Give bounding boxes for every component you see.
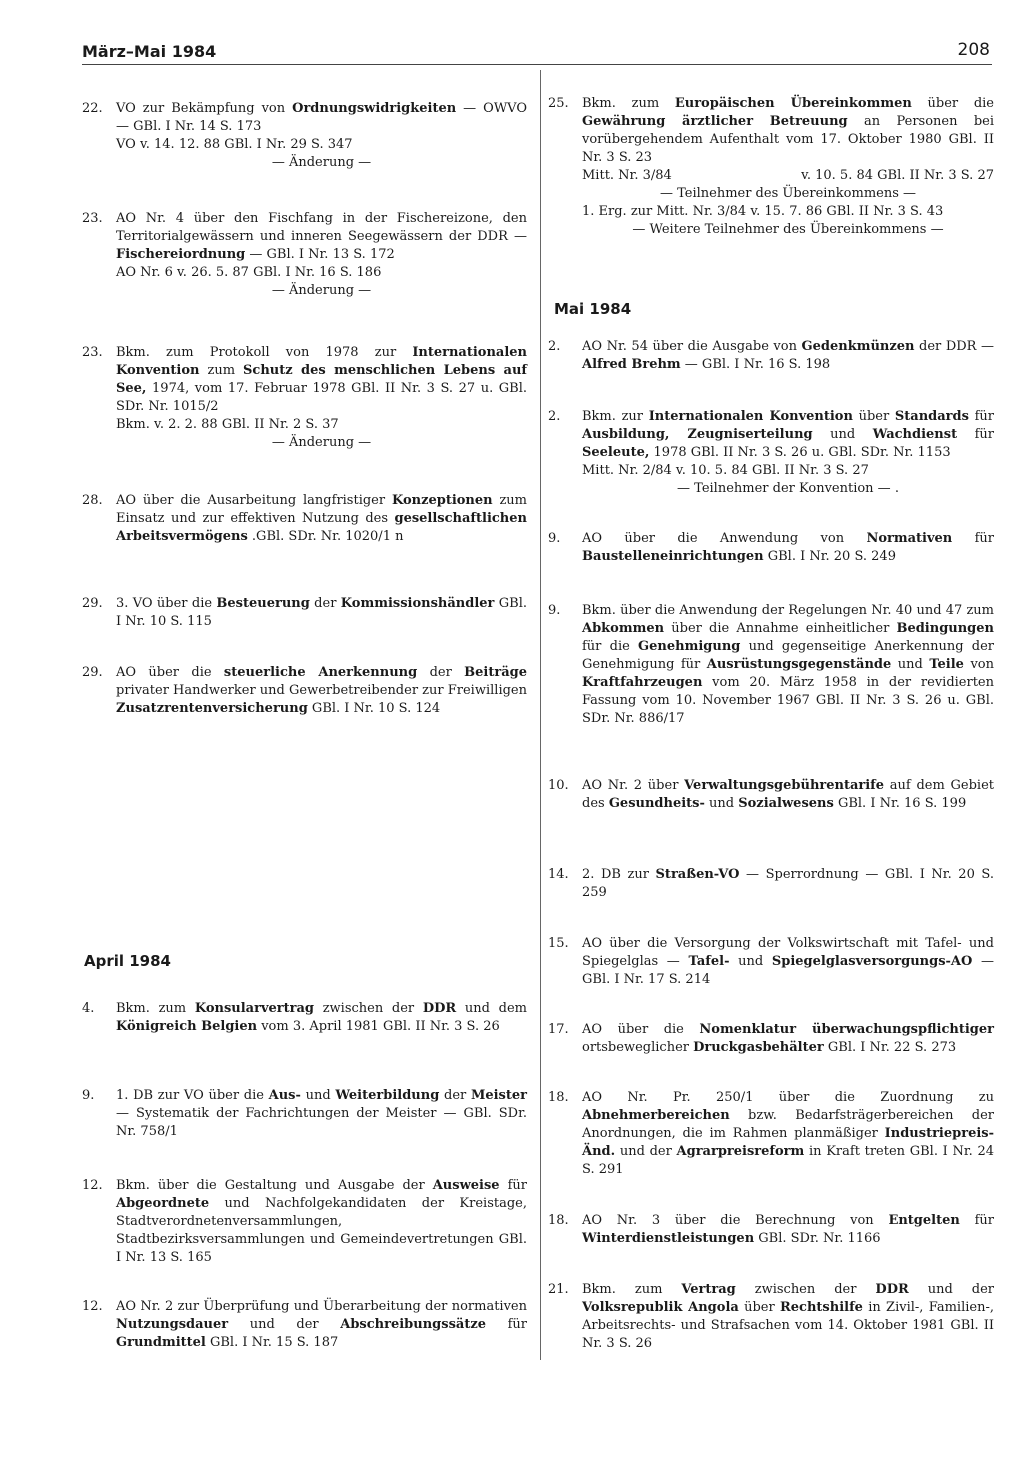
- entry-text: [582, 1089, 994, 1179]
- mai-entry: [548, 1089, 994, 1179]
- entry-body: [116, 100, 527, 172]
- reference-right: v. 10. 5. 84 GBl. II Nr. 3 S. 27: [801, 168, 994, 183]
- entry-text-fragment: Bkm. über die Anwendung der Regelungen Nr. 40 und 47 zum: [582, 603, 994, 618]
- entry-text-fragment: GBl. I Nr. 20 S. 249: [763, 549, 896, 564]
- entry-reference-line: Bkm. v. 2. 2. 88 GBl. II Nr. 2 S. 37: [116, 417, 339, 432]
- left-entry: [82, 100, 527, 172]
- entry-keyword: Entgelten: [888, 1213, 960, 1228]
- entry-number: 9.: [82, 1088, 95, 1103]
- entry-keyword: Weiterbildung: [335, 1088, 440, 1103]
- entry-text-fragment: GBl. I Nr. 10 S. 115: [116, 596, 527, 629]
- entry-note: — Teilnehmer des Übereinkommens —: [659, 186, 917, 201]
- entry-keyword: Gewährung ärztlicher Betreuung: [582, 114, 848, 129]
- entry-keyword: Seeleute,: [582, 445, 650, 460]
- entry-keyword: Nutzungsdauer: [116, 1317, 229, 1332]
- entry-text: [116, 1298, 527, 1352]
- entry-number: 23.: [82, 345, 103, 360]
- mai-entry: [548, 1212, 994, 1248]
- entry-keyword: Grundmittel: [116, 1335, 206, 1350]
- entry-keyword: Teile: [929, 657, 964, 672]
- entry-text-fragment: über die: [911, 96, 994, 111]
- entry-text: [116, 664, 527, 718]
- entry-text-fragment: AO Nr. 2 über: [582, 778, 685, 793]
- entry-text-fragment: für: [952, 531, 994, 546]
- entry-text-fragment: VO zur Bekämpfung von: [116, 101, 293, 116]
- entry-text-fragment: Bkm. zum: [582, 1282, 682, 1297]
- entry-number: 2.: [548, 409, 561, 424]
- entry-keyword: Ausbildung, Zeugniserteilung: [582, 427, 813, 442]
- entry-body: [116, 1087, 527, 1141]
- entry-keyword: Normativen: [866, 531, 953, 546]
- entry-text-fragment: auf dem Gebiet des: [582, 778, 994, 811]
- left-entry: [82, 344, 527, 452]
- entry-body: [582, 530, 994, 566]
- entry-note: — Teilnehmer der Konvention — .: [677, 481, 899, 496]
- entry-keyword: Vertrag: [681, 1282, 736, 1297]
- entry-number: 17.: [548, 1022, 569, 1037]
- entry-reference-line: 1. Erg. zur Mitt. Nr. 3/84 v. 15. 7. 86 GBl. II Nr. 3 S. 43: [582, 204, 944, 219]
- entry-text-fragment: für: [957, 427, 994, 442]
- entry-number: 2.: [548, 339, 561, 354]
- right-top-entry: [548, 95, 994, 239]
- entry-number: 15.: [548, 936, 569, 951]
- entry-body: [582, 408, 994, 498]
- entry-text-fragment: und: [812, 427, 873, 442]
- entry-text-fragment: bzw. Bedarfsträgerbereichen der Anordnungen, die im Rahmen planmäßiger: [582, 1108, 994, 1141]
- entry-keyword: Ausweise: [432, 1178, 500, 1193]
- entry-text-fragment: über: [852, 409, 895, 424]
- entry-text-fragment: 2. DB zur: [582, 867, 656, 882]
- entry-text: [116, 100, 527, 136]
- entry-keyword: Fischereiordnung: [116, 247, 246, 262]
- entry-number: 22.: [82, 101, 103, 116]
- entry-number: 29.: [82, 596, 103, 611]
- mai-entry: [548, 777, 994, 813]
- entry-text-fragment: AO über die Ausarbeitung langfristiger: [116, 493, 392, 508]
- entry-keyword: Nomenklatur überwachungspflichtiger: [699, 1022, 994, 1037]
- mai-entry: [548, 408, 994, 498]
- entry-text-fragment: zwischen der: [735, 1282, 876, 1297]
- reference-left: Mitt. Nr. 3/84: [582, 168, 672, 183]
- entry-text-fragment: der DDR —: [914, 339, 994, 354]
- mai-entry: [548, 935, 994, 989]
- entry-body: [582, 338, 994, 374]
- entry-keyword: Baustelleneinrichtungen: [582, 549, 764, 564]
- entry-text-fragment: und der: [228, 1317, 341, 1332]
- entry-keyword: Abnehmerbereichen: [582, 1108, 730, 1123]
- entry-text-fragment: für: [499, 1178, 527, 1193]
- mai-entry: [548, 1281, 994, 1353]
- page-header: [82, 36, 990, 66]
- entry-number: 29.: [82, 665, 103, 680]
- entry-text-fragment: von: [963, 657, 994, 672]
- entry-body: [116, 1177, 527, 1267]
- entry-keyword: Rechtshilfe: [779, 1300, 863, 1315]
- entry-text-fragment: ortsbeweglicher: [582, 1040, 694, 1055]
- mai-entry: [548, 530, 994, 566]
- mai-entry: [548, 602, 994, 728]
- entry-text-fragment: GBl. SDr. Nr. 1166: [754, 1231, 881, 1246]
- entry-keyword: Tafel-: [688, 954, 730, 969]
- entry-text-fragment: und gegenseitige Anerkennung der Genehmigung für: [582, 639, 994, 672]
- column-divider: [540, 70, 541, 1360]
- left-entry: [82, 492, 527, 546]
- entry-keyword: Zusatzrentenversicherung: [116, 701, 308, 716]
- entry-text-fragment: und der: [908, 1282, 995, 1297]
- entry-keyword: Spiegelglasversorgungs-AO: [771, 954, 973, 969]
- entry-keyword: Konsularvertrag: [194, 1001, 314, 1016]
- entry-text-fragment: AO über die Anwendung von: [582, 531, 867, 546]
- entry-keyword: DDR: [422, 1001, 457, 1016]
- entry-text-fragment: und: [729, 954, 772, 969]
- entry-body: [116, 1000, 527, 1036]
- entry-keyword: Ausrüstungsgegenstände: [706, 657, 892, 672]
- entry-text-fragment: und der: [615, 1144, 677, 1159]
- entry-keyword: Industriepreis-Änd.: [582, 1126, 994, 1159]
- entry-text-fragment: und Nachfolgekandidaten der Kreistage, Stadtverordnetenversammlungen, Stadtbezirksversammlungen und Gemeindevertretungen GBl. I Nr. 13 S. 165: [116, 1196, 527, 1265]
- entry-keyword: Winterdienstleistungen: [582, 1231, 755, 1246]
- entry-keyword: Wachdienst: [872, 427, 958, 442]
- april-entry: [82, 1298, 527, 1352]
- entry-keyword: Konzeptionen: [391, 493, 493, 508]
- entry-text-fragment: in Zivil-, Familien-, Arbeitsrechts- und Strafsachen vom 14. Oktober 1981 GBl. II Nr. 3 S. 26: [582, 1300, 994, 1351]
- entry-number: 21.: [548, 1282, 569, 1297]
- entry-text-fragment: Bkm. zum: [582, 96, 675, 111]
- entry-body: [582, 1281, 994, 1353]
- entry-text-fragment: — Systematik der Fachrichtungen der Meister — GBl. SDr. Nr. 758/1: [116, 1106, 527, 1139]
- entry-text: [582, 1021, 994, 1057]
- entry-text: [116, 1087, 527, 1141]
- entry-number: 4.: [82, 1001, 95, 1016]
- entry-text-fragment: für: [485, 1317, 527, 1332]
- entry-body: [582, 1021, 994, 1057]
- entry-text: [582, 866, 994, 902]
- april-entry: [82, 1177, 527, 1267]
- entry-text: [116, 595, 527, 631]
- entry-number: 10.: [548, 778, 569, 793]
- entry-body: [116, 492, 527, 546]
- entry-reference-line: AO Nr. 6 v. 26. 5. 87 GBl. I Nr. 16 S. 186: [116, 265, 382, 280]
- entry-text-fragment: GBl. I Nr. 16 S. 199: [833, 796, 967, 811]
- entry-number: 9.: [548, 603, 561, 618]
- entry-text-fragment: — GBl. I Nr. 17 S. 214: [582, 954, 994, 987]
- entry-number: 23.: [82, 211, 103, 226]
- entry-text-fragment: Bkm. über die Gestaltung und Ausgabe der: [116, 1178, 433, 1193]
- entry-body: [116, 1298, 527, 1352]
- entry-text-fragment: Bkm. zur: [582, 409, 649, 424]
- entry-note: — Weitere Teilnehmer des Übereinkommens —: [632, 222, 944, 237]
- entry-text-fragment: zum Einsatz und zur effektiven Nutzung des: [116, 493, 527, 526]
- entry-body: [582, 935, 994, 989]
- entry-keyword: Gedenkmünzen: [801, 339, 915, 354]
- entry-body: [582, 1212, 994, 1248]
- entry-text-fragment: für: [968, 409, 995, 424]
- entry-number: 12.: [82, 1299, 103, 1314]
- entry-text: [582, 602, 994, 728]
- entry-keyword: Europäischen Übereinkommen: [674, 96, 912, 111]
- entry-body: [116, 344, 527, 452]
- entry-number: 18.: [548, 1090, 569, 1105]
- entry-number: 14.: [548, 867, 569, 882]
- entry-keyword: Kraftfahrzeugen: [582, 675, 703, 690]
- left-entry: [82, 595, 527, 631]
- entry-text-fragment: AO Nr. 4 über den Fischfang in der Fischereizone, den Territorialgewässern und inneren Seegewässern der DDR —: [116, 211, 527, 244]
- entry-keyword: Alfred Brehm: [582, 357, 681, 372]
- entry-text-fragment: — OWVO — GBl. I Nr. 14 S. 173: [116, 101, 527, 134]
- entry-text: [582, 408, 994, 462]
- page-number: 208: [957, 40, 990, 60]
- entry-number: 18.: [548, 1213, 569, 1228]
- entry-reference-line: [582, 167, 994, 185]
- entry-body: [116, 210, 527, 300]
- entry-text-fragment: AO Nr. 2 zur Überprüfung und Überarbeitung der normativen: [116, 1299, 527, 1314]
- entry-text-fragment: der: [309, 596, 341, 611]
- entry-text-fragment: der: [439, 1088, 471, 1103]
- entry-text-fragment: AO über die: [116, 665, 224, 680]
- entry-body: [582, 1089, 994, 1179]
- entry-text-fragment: AO Nr. 3 über die Berechnung von: [582, 1213, 889, 1228]
- entry-text-fragment: in Kraft treten GBl. I Nr. 24 S. 291: [582, 1144, 994, 1177]
- entry-text-fragment: 1978 GBl. II Nr. 3 S. 26 u. GBl. SDr. Nr. 1153: [649, 445, 951, 460]
- entry-reference-line: VO v. 14. 12. 88 GBl. I Nr. 29 S. 347: [116, 137, 353, 152]
- mai-entry: [548, 1021, 994, 1057]
- entry-text-fragment: — GBl. I Nr. 13 S. 172: [245, 247, 395, 262]
- entry-text: [582, 1281, 994, 1353]
- entry-number: 25.: [548, 96, 569, 111]
- entry-text-fragment: über die Annahme einheitlicher: [664, 621, 897, 636]
- entry-keyword: Standards: [894, 409, 969, 424]
- entry-text-fragment: und: [704, 796, 739, 811]
- entry-text-fragment: über: [738, 1300, 780, 1315]
- entry-keyword: Internationalen Konvention: [116, 345, 527, 378]
- left-entry: [82, 664, 527, 718]
- entry-text: [582, 530, 994, 566]
- entry-keyword: Agrarpreisreform: [676, 1144, 805, 1159]
- entry-body: [582, 777, 994, 813]
- entry-note: — Änderung —: [271, 155, 372, 170]
- entry-text-fragment: privater Handwerker und Gewerbetreibender zur Freiwilligen: [116, 683, 527, 698]
- entry-text-fragment: 1. DB zur VO über die: [116, 1088, 269, 1103]
- entry-keyword: Gesundheits-: [608, 796, 705, 811]
- entry-keyword: Straßen-VO: [655, 867, 740, 882]
- entry-text: [582, 1212, 994, 1248]
- entry-body: [582, 866, 994, 902]
- entry-keyword: Internationalen Konvention: [648, 409, 853, 424]
- entry-text-fragment: — GBl. I Nr. 16 S. 198: [680, 357, 831, 372]
- mai-entry: [548, 866, 994, 902]
- entry-text-fragment: vom 3. April 1981 GBl. II Nr. 3 S. 26: [257, 1019, 500, 1034]
- entry-keyword: gesellschaftlichen Arbeitsvermögens: [116, 511, 527, 544]
- entry-keyword: Aus-: [268, 1088, 301, 1103]
- entry-number: 9.: [548, 531, 561, 546]
- entry-reference-line: Mitt. Nr. 2/84 v. 10. 5. 84 GBl. II Nr. 3 S. 27: [582, 463, 869, 478]
- entry-text-fragment: Bkm. zum Protokoll von 1978 zur: [116, 345, 413, 360]
- entry-keyword: Verwaltungsgebührentarife: [684, 778, 885, 793]
- april-entry: [82, 1087, 527, 1141]
- entry-text-fragment: zum: [199, 363, 244, 378]
- entry-text-fragment: zwischen der: [314, 1001, 423, 1016]
- entry-text: [116, 1000, 527, 1036]
- entry-text-fragment: für die: [582, 639, 639, 654]
- entry-keyword: Druckgasbehälter: [693, 1040, 824, 1055]
- entry-keyword: Meister: [470, 1088, 527, 1103]
- entry-text-fragment: GBl. I Nr. 15 S. 187: [205, 1335, 339, 1350]
- entry-text-fragment: der: [417, 665, 465, 680]
- entry-keyword: Abschreibungssätze: [340, 1317, 486, 1332]
- entry-text-fragment: AO über die: [582, 1022, 700, 1037]
- entry-note: — Änderung —: [271, 435, 372, 450]
- entry-number: 28.: [82, 493, 103, 508]
- entry-keyword: Sozialwesens: [738, 796, 834, 811]
- entry-keyword: Beiträge: [464, 665, 528, 680]
- entry-text-fragment: für: [959, 1213, 994, 1228]
- entry-keyword: Ordnungswidrigkeiten: [292, 101, 457, 116]
- header-rule: [82, 64, 992, 65]
- entry-keyword: Abgeordnete: [116, 1196, 210, 1211]
- entry-text: [116, 492, 527, 546]
- entry-text-fragment: und: [300, 1088, 336, 1103]
- section-heading-mai: Mai 1984: [554, 300, 632, 318]
- entry-text-fragment: — Sperrordnung — GBl. I Nr. 20 S. 259: [582, 867, 994, 900]
- entry-keyword: steuerliche Anerkennung: [223, 665, 418, 680]
- entry-text-fragment: Bkm. zum: [116, 1001, 195, 1016]
- entry-text: [582, 95, 994, 167]
- entry-text: [116, 1177, 527, 1267]
- entry-keyword: Schutz des menschlichen Lebens auf See,: [116, 363, 527, 396]
- entry-body: [116, 595, 527, 631]
- entry-text: [582, 935, 994, 989]
- entry-keyword: Kommissionshändler: [340, 596, 495, 611]
- entry-text: [116, 344, 527, 416]
- entry-text-fragment: .GBl. SDr. Nr. 1020/1 n: [247, 529, 404, 544]
- entry-keyword: Bedingungen: [896, 621, 994, 636]
- entry-note: — Änderung —: [271, 283, 372, 298]
- left-entry: [82, 210, 527, 300]
- entry-text-fragment: 3. VO über die: [116, 596, 217, 611]
- entry-text-fragment: AO Nr. Pr. 250/1 über die Zuordnung zu: [582, 1090, 994, 1105]
- entry-text: [582, 338, 994, 374]
- entry-number: 12.: [82, 1178, 103, 1193]
- entry-keyword: DDR: [875, 1282, 909, 1297]
- entry-keyword: Volksrepublik Angola: [582, 1300, 739, 1315]
- page-title: März–Mai 1984: [82, 42, 217, 61]
- entry-body: [116, 664, 527, 718]
- april-entry: [82, 1000, 527, 1036]
- entry-text-fragment: GBl. I Nr. 22 S. 273: [823, 1040, 957, 1055]
- section-heading-april: April 1984: [84, 952, 171, 970]
- entry-text-fragment: und: [891, 657, 930, 672]
- entry-keyword: Königreich Belgien: [116, 1019, 258, 1034]
- entry-keyword: Abkommen: [582, 621, 665, 636]
- entry-text-fragment: GBl. I Nr. 10 S. 124: [307, 701, 441, 716]
- entry-text-fragment: AO Nr. 54 über die Ausgabe von: [582, 339, 802, 354]
- entry-keyword: Besteuerung: [216, 596, 310, 611]
- entry-text-fragment: AO über die Versorgung der Volkswirtschaft mit Tafel- und Spiegelglas —: [582, 936, 994, 969]
- entry-keyword: Genehmigung: [638, 639, 741, 654]
- entry-text: [582, 777, 994, 813]
- entry-text-fragment: vom 20. März 1958 in der revidierten Fassung vom 10. November 1967 GBl. II Nr. 3 S. 26 u. GBl. SDr. Nr. 886/17: [582, 675, 994, 726]
- entry-text: [116, 210, 527, 264]
- entry-body: [582, 602, 994, 728]
- mai-entry: [548, 338, 994, 374]
- entry-text-fragment: 1974, vom 17. Februar 1978 GBl. II Nr. 3 S. 27 u. GBl. SDr. Nr. 1015/2: [116, 381, 527, 414]
- entry-text-fragment: und dem: [456, 1001, 527, 1016]
- entry-text-fragment: an Personen bei vorübergehendem Aufenthalt vom 17. Oktober 1980 GBl. II Nr. 3 S. 23: [582, 114, 995, 165]
